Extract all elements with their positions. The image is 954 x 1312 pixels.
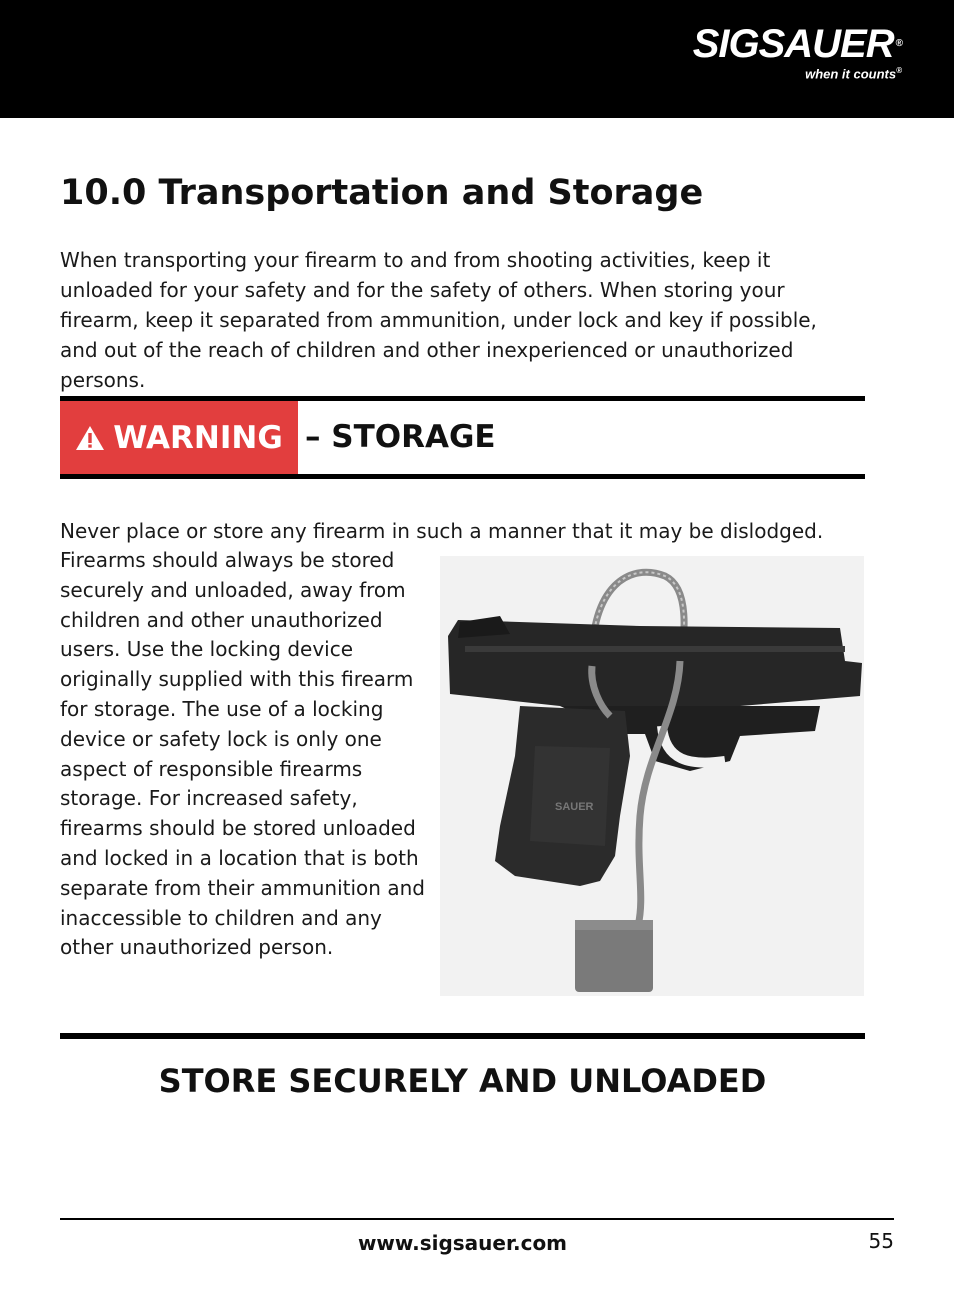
- storage-body: Firearms should always be stored securely and unloaded, away from children and other unauthorized users. Use the locking device originally supplied with this firearm for storage. The use of a locking device or safety lock is only one aspect of responsible firearms storage. For increased safety, firearms should be stored unloaded and locked in a location that is both separate from their ammunition and inaccessible to children and any other unauthorized person.: [60, 548, 425, 960]
- warning-triangle-icon: [75, 425, 105, 451]
- warning-topic: – STORAGE: [305, 419, 496, 455]
- page-title: 10.0 Transportation and Storage: [60, 173, 704, 213]
- intro-paragraph: When transporting your firearm to and from shooting activities, keep it unloaded for your safety and for the safety of others. When storing your firearm, keep it separated from ammunition, under lock and key if possible, and out of the reach of children and other inexperienced or unauthorized persons.: [60, 248, 817, 392]
- warning-text: WARNING: [113, 419, 283, 456]
- closing-heading: STORE SECURELY AND UNLOADED: [158, 1062, 767, 1100]
- storage-lead: Never place or store any firearm in such a manner that it may be dislodged.: [60, 519, 824, 543]
- brand-tagline: when it counts®: [805, 66, 902, 82]
- warning-banner: [60, 396, 865, 479]
- pistol-illustration: [440, 556, 864, 996]
- pistol-lock-photo: [440, 556, 864, 996]
- warning-label: [60, 401, 298, 474]
- brand-name: SIGSAUER ®: [692, 22, 902, 66]
- footer-divider: [60, 1218, 894, 1220]
- page-number: 55: [868, 1229, 894, 1253]
- grip-logo-text: SAUER: [555, 801, 594, 813]
- brand-logo: [693, 22, 902, 81]
- footer-url[interactable]: www.sigsauer.com: [357, 1231, 568, 1255]
- header-bar: [0, 0, 954, 118]
- section-divider: [60, 1033, 865, 1039]
